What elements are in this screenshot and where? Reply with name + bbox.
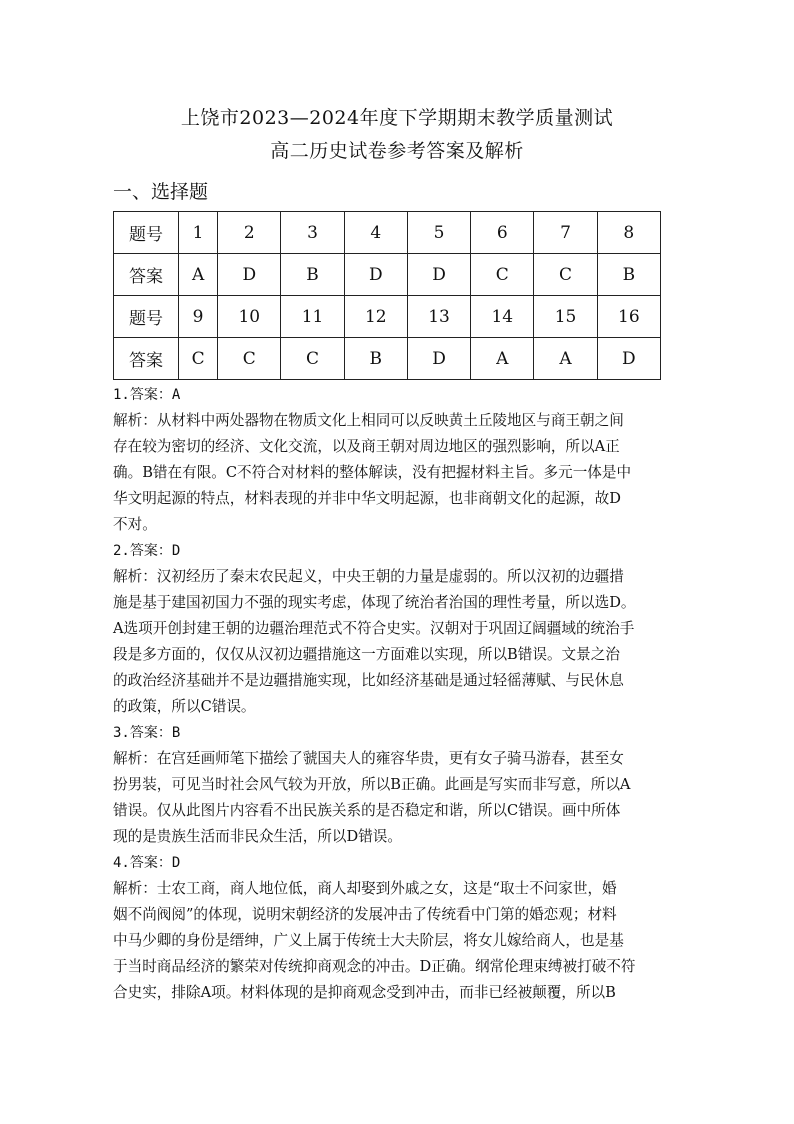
table-cell: A	[471, 338, 534, 380]
answer-label: 1.答案：A	[113, 387, 181, 403]
answer-label: 4.答案：D	[113, 855, 181, 871]
table-row	[114, 296, 661, 338]
explanation-line: 不对。	[113, 516, 157, 533]
table-row	[114, 212, 661, 254]
table-cell: 2	[218, 212, 281, 254]
explanation-line: 解析：在宫廷画师笔下描绘了虢国夫人的雍容华贵，更有女子骑马游春，甚至女	[113, 750, 624, 767]
explanation-line: 确。B错在有限。C不符合对材料的整体解读，没有把握材料主旨。多元一体是中	[113, 464, 632, 481]
answer-table	[113, 211, 661, 380]
row-label: 题号	[114, 296, 179, 338]
explanation-line: A选项开创封建王朝的边疆治理范式不符合史实。汉朝对于巩固辽阔疆域的统治手	[113, 620, 635, 637]
explanation-line: 的政策，所以C错误。	[113, 698, 256, 715]
table-cell: D	[344, 254, 407, 296]
table-cell: 8	[597, 212, 660, 254]
explanation-line: 中马少卿的身份是缙绅，广义上属于传统士大夫阶层，将女儿嫁给商人，也是基	[113, 932, 624, 949]
answer-label: 3.答案：B	[113, 725, 181, 741]
explanation-line: 现的是贵族生活而非民众生活，所以D错误。	[113, 828, 402, 845]
table-cell: 13	[407, 296, 470, 338]
table-cell: 10	[218, 296, 281, 338]
table-cell: B	[281, 254, 344, 296]
explanation-line: 的政治经济基础并不是边疆措施实现，比如经济基础是通过轻徭薄赋、与民休息	[113, 672, 624, 689]
table-cell: 6	[471, 212, 534, 254]
table-row	[114, 338, 661, 380]
table-cell: C	[534, 254, 597, 296]
explanation-line: 解析：从材料中两处器物在物质文化上相同可以反映黄土丘陵地区与商王朝之间	[113, 412, 624, 429]
explanation-line: 合史实，排除A项。材料体现的是抑商观念受到冲击，而非已经被颠覆，所以B	[113, 984, 616, 1001]
table-cell: 14	[471, 296, 534, 338]
table-cell: 16	[597, 296, 660, 338]
table-cell: 5	[407, 212, 470, 254]
document-title: 上饶市2023—2024年度下学期期末教学质量测试	[180, 107, 614, 129]
table-cell: 3	[281, 212, 344, 254]
explanation-line: 段是多方面的，仅仅从汉初边疆措施这一方面难以实现，所以B错误。文景之治	[113, 646, 620, 663]
table-cell: A	[534, 338, 597, 380]
table-cell: A	[179, 254, 218, 296]
table-cell: D	[407, 254, 470, 296]
explanation-line: 解析：士农工商，商人地位低，商人却娶到外戚之女，这是“取士不问家世，婚	[113, 880, 617, 897]
table-cell: B	[344, 338, 407, 380]
explanations	[113, 382, 685, 1006]
table-cell: D	[218, 254, 281, 296]
table-cell: 12	[344, 296, 407, 338]
table-cell: D	[407, 338, 470, 380]
table-cell: 15	[534, 296, 597, 338]
row-label: 答案	[114, 254, 179, 296]
table-row	[114, 254, 661, 296]
section-heading: 一、选择题	[113, 181, 209, 203]
explanation-line: 于当时商品经济的繁荣对传统抑商观念的冲击。D正确。纲常伦理束缚被打破不符	[113, 958, 636, 975]
table-cell: B	[597, 254, 660, 296]
explanation-line: 施是基于建国初国力不强的现实考虑，体现了统治者治国的理性考量，所以选D。	[113, 594, 636, 611]
table-cell: C	[179, 338, 218, 380]
table-cell: 4	[344, 212, 407, 254]
table-cell: D	[597, 338, 660, 380]
table-cell: C	[471, 254, 534, 296]
table-cell: C	[218, 338, 281, 380]
row-label: 答案	[114, 338, 179, 380]
explanation-line: 姻不尚阀阅”的体现，说明宋朝经济的发展冲击了传统看中门第的婚恋观；材料	[113, 906, 617, 923]
explanation-line: 存在较为密切的经济、文化交流，以及商王朝对周边地区的强烈影响，所以A正	[113, 438, 620, 455]
answer-label: 2.答案：D	[113, 543, 181, 559]
explanation-line: 解析：汉初经历了秦末农民起义，中央王朝的力量是虚弱的。所以汉初的边疆措	[113, 568, 624, 585]
table-cell: 7	[534, 212, 597, 254]
explanation-line: 华文明起源的特点，材料表现的并非中华文明起源，也非商朝文化的起源，故D	[113, 490, 621, 507]
table-cell: 11	[281, 296, 344, 338]
explanation-line: 错误。仅从此图片内容看不出民族关系的是否稳定和谐，所以C错误。画中所体	[113, 802, 621, 819]
table-cell: C	[281, 338, 344, 380]
document-subtitle: 高二历史试卷参考答案及解析	[270, 140, 524, 162]
explanation-line: 扮男装，可见当时社会风气较为开放，所以B正确。此画是写实而非写意，所以A	[113, 776, 631, 793]
table-cell: 1	[179, 212, 218, 254]
table-cell: 9	[179, 296, 218, 338]
row-label: 题号	[114, 212, 179, 254]
